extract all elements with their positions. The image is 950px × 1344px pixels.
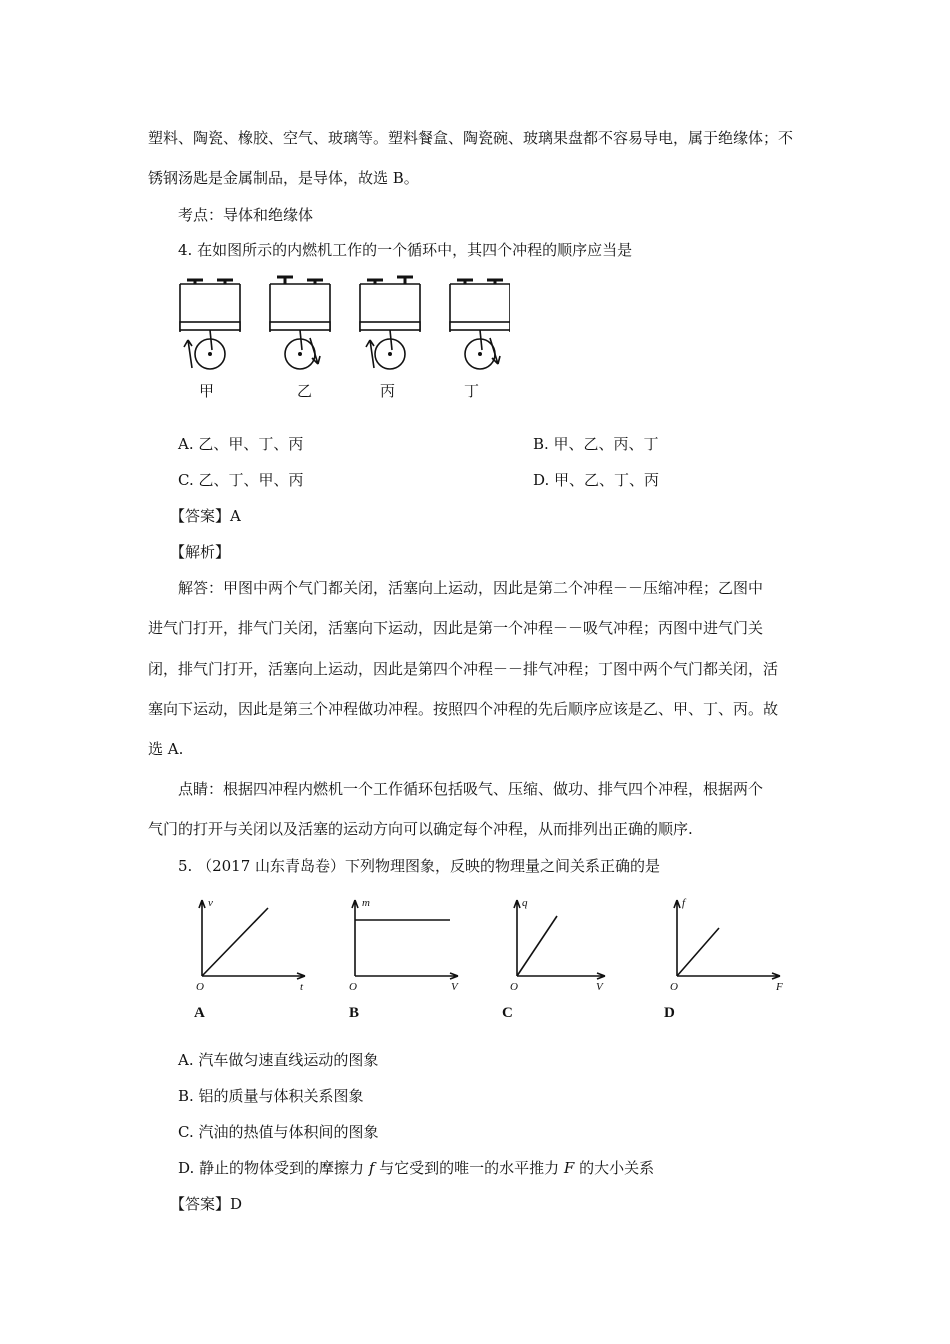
graph-b-xlabel: V [451,981,458,993]
q5-option-d-force: F [563,1159,575,1177]
q4-option-a: A. 乙、甲、丁、丙 [178,435,304,453]
graph-a-xlabel: t [300,981,304,993]
prev-text-line-1: 塑料、陶瓷、橡胶、空气、玻璃等。塑料餐盒、陶瓷碗、玻璃果盘都不容易导电，属于绝缘体；不 [148,129,794,147]
graph-b-letter: B [349,1005,360,1021]
q5-option-d [178,1158,654,1178]
graph-d-axes [674,900,780,979]
q4-analysis-line-4: 塞向下运动，因此是第三个冲程做功冲程。按照四个冲程的先后顺序应该是乙、甲、丁、丙。故 [148,700,779,718]
graph-a-letter: A [194,1005,205,1021]
engine-label-bing: 丙 [380,382,396,400]
q4-dianjing-line-1: 点睛：根据四冲程内燃机一个工作循环包括吸气、压缩、做功、排气四个冲程，根据两个 [178,780,764,798]
graph-b-ylabel: m [362,897,370,909]
q4-option-b: B. 甲、乙、丙、丁 [533,435,659,453]
engine-label-yi: 乙 [297,382,313,400]
graph-a-ylabel: v [208,897,213,909]
q5-option-b: B. 铝的质量与体积关系图象 [178,1087,364,1105]
graph-d-line [677,928,719,976]
q5-option-d-pre: D. 静止的物体受到的摩擦力 [178,1159,369,1177]
q5-graphs-figure [180,888,800,1028]
q4-analysis-line-1: 解答：甲图中两个气门都关闭，活塞向上运动，因此是第二个冲程－－压缩冲程；乙图中 [178,579,764,597]
q4-dianjing-line-2: 气门的打开与关闭以及活塞的运动方向可以确定每个冲程，从而排列出正确的顺序. [148,820,693,838]
q5-answer: 【答案】D [170,1195,243,1213]
prev-text-line-2: 锈钢汤匙是金属制品，是导体，故选 B。 [148,169,419,187]
graph-d-letter: D [664,1005,675,1021]
graph-a-origin: O [196,981,204,993]
graph-d-origin: O [670,981,678,993]
q5-option-a: A. 汽车做匀速直线运动的图象 [178,1051,379,1069]
q4-analysis-line-3: 闭，排气门打开，活塞向上运动，因此是第四个冲程－－排气冲程；丁图中两个气门都关闭，活 [148,660,779,678]
graph-c-letter: C [502,1005,513,1021]
graph-b-origin: O [349,981,357,993]
q4-option-c: C. 乙、丁、甲、丙 [178,471,304,489]
q5-option-d-f: f [368,1159,375,1177]
graph-c-origin: O [510,981,518,993]
prev-kaodian: 考点：导体和绝缘体 [178,206,314,224]
q5-option-c: C. 汽油的热值与体积间的图象 [178,1123,379,1141]
q4-answer: 【答案】A [170,507,241,525]
q4-analysis-line-5: 选 A. [148,740,184,758]
engine-label-jia: 甲 [199,382,215,400]
q5-option-d-mid: 与它受到的唯一的水平推力 [374,1159,564,1177]
q4-stem: 4. 在如图所示的内燃机工作的一个循环中，其四个冲程的顺序应当是 [178,241,633,259]
graph-d-ylabel: f [682,897,686,909]
graph-a-line [202,908,268,976]
engine-label-ding: 丁 [464,382,480,400]
q5-stem: 5. （2017 山东青岛卷）下列物理图象，反映的物理量之间关系正确的是 [178,857,661,875]
graph-c-axes [514,900,605,979]
graph-d-xlabel: F [776,981,783,993]
graph-a-axes [199,900,305,979]
graph-c-ylabel: q [522,897,528,909]
q4-analysis-line-2: 进气门打开，排气门关闭，活塞向下运动，因此是第一个冲程－－吸气冲程；丙图中进气门关 [148,619,764,637]
graph-c-line [517,916,557,976]
graph-c-xlabel: V [596,981,603,993]
q4-analysis-heading: 【解析】 [170,543,231,561]
q4-option-d: D. 甲、乙、丁、丙 [533,471,660,489]
q5-option-d-post: 的大小关系 [574,1159,655,1177]
engine-strokes-figure [170,272,510,402]
